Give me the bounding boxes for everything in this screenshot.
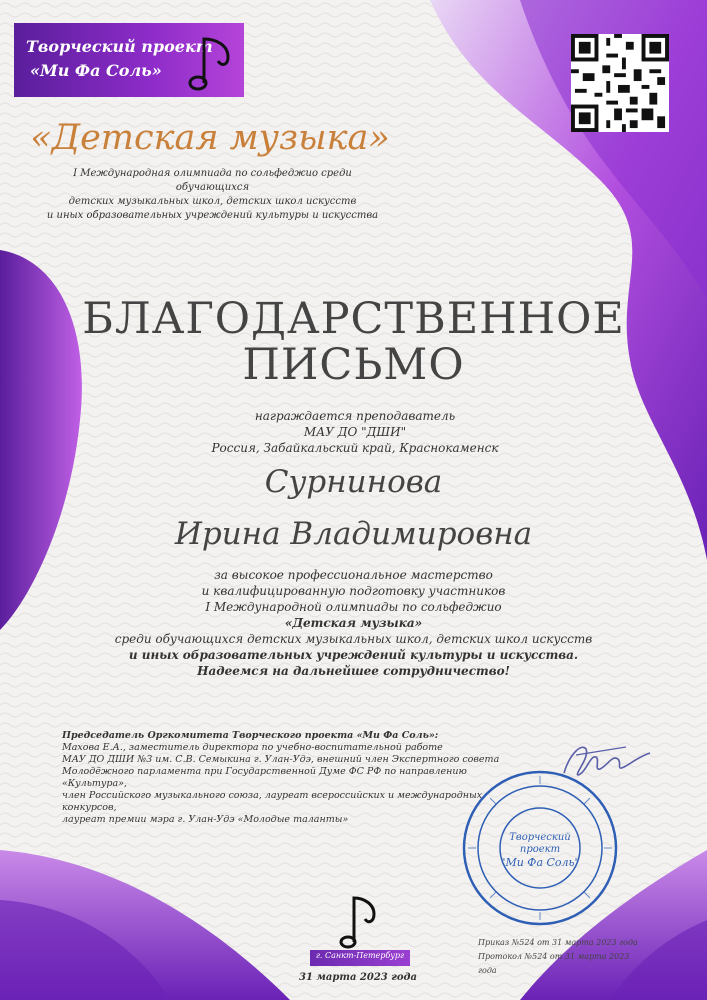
award-line: награждается преподаватель [254, 409, 456, 423]
chair-heading: Председатель Оргкомитета Творческого проекта «Ми Фа Соль»: [62, 730, 439, 741]
music-note-icon [186, 31, 238, 93]
reason-line: Надеемся на дальнейшее сотрудничество! [197, 664, 510, 678]
olympiad-description-line: детских музыкальных школ, детских школ искусств [68, 196, 357, 207]
order-info [478, 936, 638, 978]
order-line: Приказ №524 от 31 марта 2023 года [478, 938, 638, 947]
badge-title-line2: «Ми Фа Соль» [30, 61, 162, 80]
city-label: г. Санкт-Петербург [315, 951, 405, 960]
reason-line: за высокое профессиональное мастерство [214, 568, 493, 582]
document-title-line: ПИСЬМО [242, 340, 465, 390]
stamp-text-line: "Ми Фа Соль" [500, 856, 580, 869]
olympiad-description [40, 167, 385, 223]
chair-line: лауреат премии мэра г. Улан-Удэ «Молодые таланты» [62, 814, 349, 825]
document-title [0, 296, 707, 388]
protocol-line: Протокол №524 от 31 марта 2023 года [478, 952, 630, 975]
reason-line: и иных образовательных учреждений культуры и искусства. [128, 648, 579, 662]
recipient-surname: Сурнинова [264, 464, 443, 500]
stamp-text-line: проект [519, 844, 561, 855]
award-line: Россия, Забайкальский край, Краснокаменск [211, 441, 499, 455]
badge-title-line1: Творческий проект [26, 37, 213, 56]
committee-chair [62, 730, 512, 826]
chair-line: член Российского музыкального союза, лауреат всероссийских и международных конкурсов, [62, 790, 483, 813]
award-info [160, 408, 550, 456]
document-title-line: БЛАГОДАРСТВЕННОЕ [82, 294, 625, 344]
issue-date: 31 марта 2023 года [299, 972, 417, 983]
olympiad-title: «Детская музыка» [30, 118, 390, 158]
chair-line: Махова Е.А., заместитель директора по учебно-воспитательной работе [62, 742, 443, 753]
olympiad-description-line: и иных образовательных учреждений культуры и искусства [46, 210, 379, 221]
reason-line: I Международной олимпиады по сольфеджио [205, 600, 502, 614]
award-line: МАУ ДО "ДШИ" [303, 425, 407, 439]
stamp-text-line: Творческий [509, 832, 571, 843]
reason-line: и квалифицированную подготовку участников [201, 584, 506, 598]
official-stamp [460, 768, 620, 928]
recipient-name: Ирина Владимировна [174, 516, 533, 552]
music-note-icon [338, 892, 382, 952]
reason-line: «Детская музыка» [284, 616, 423, 630]
olympiad-description-line: I Международная олимпиада по сольфеджио среди обучающихся [73, 168, 352, 193]
chair-line: Молодёжного парламента при Государственной Думе ФС РФ по направлению «Культура», [62, 766, 467, 789]
project-badge [14, 23, 244, 97]
award-reason [90, 567, 617, 679]
chair-line: МАУ ДО ДШИ №3 им. С.В. Семыкина г. Улан-Удэ, внешний член Экспертного совета [62, 754, 500, 765]
reason-line: среди обучающихся детских музыкальных школ, детских школ искусств [114, 632, 593, 646]
qr-code[interactable] [571, 34, 669, 132]
